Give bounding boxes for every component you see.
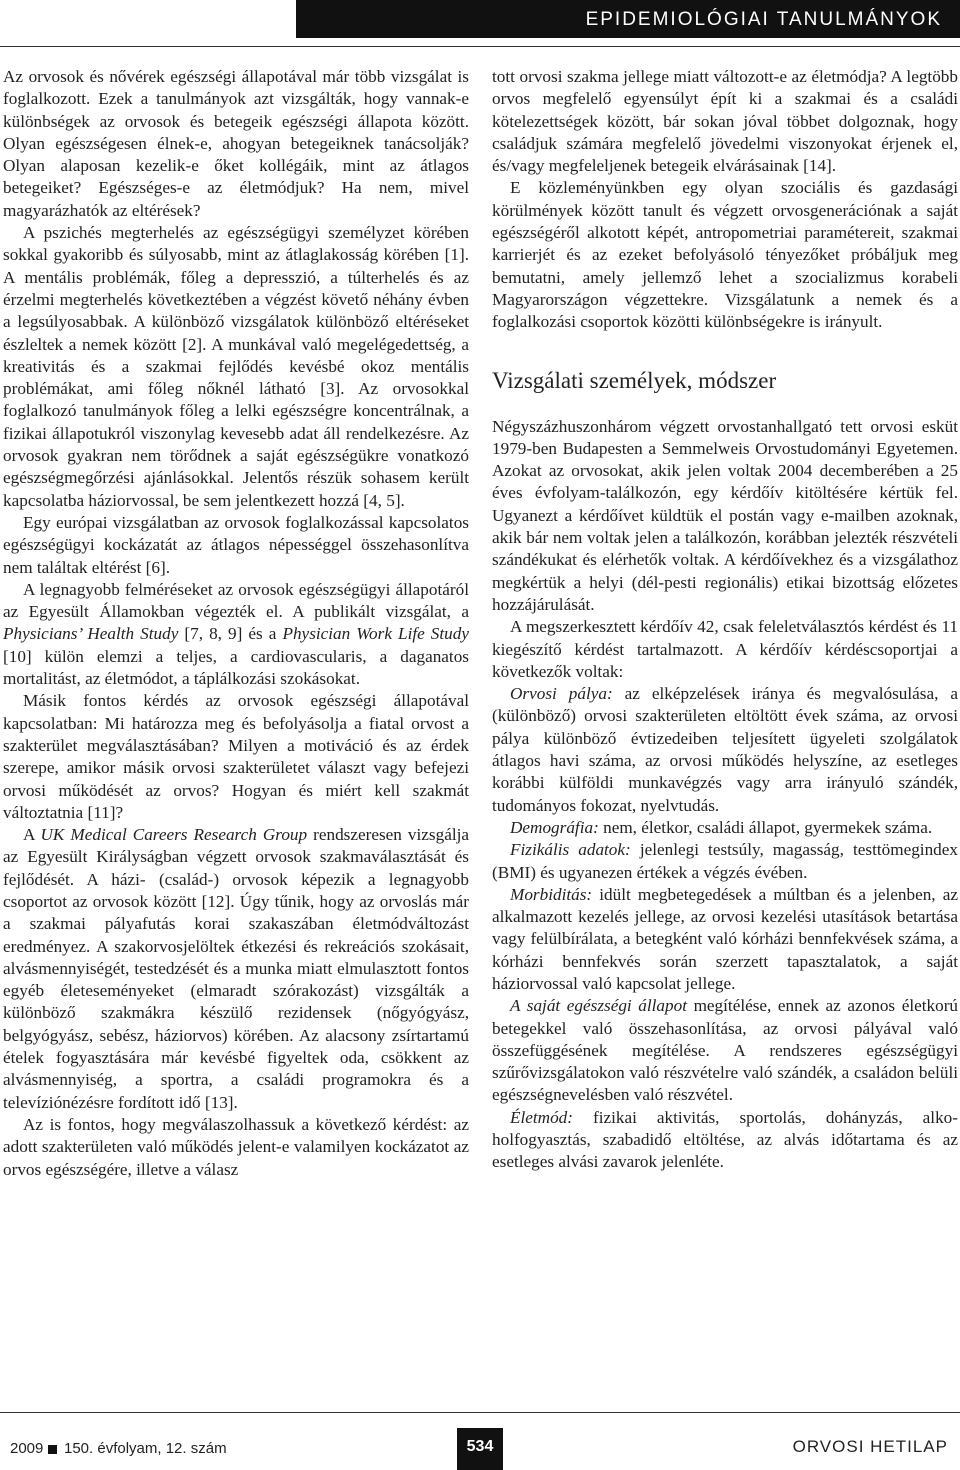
square-bullet-icon [48, 1445, 57, 1454]
text-run: idült megbetegedések a múltban és a jelenben, az alkalmazott kezelés jellege, az orvosi kezelési utasítások betartása vagy felülbírálata, a betegként való kórházi bennfekvések száma, a kórházi bennfekvés során szerzett tapasztalatok, a saját háziorvossal való kapcsolat jellege. [492, 884, 958, 993]
text-run: A [23, 825, 41, 845]
left-paragraph-1: Az orvosok és nővérek egészségi állapotával már több vizsgálat is foglalkozott. Ezek a tanulmányok azt vizsgálták, hogy vannak-e különbségek az orvosok és betegeik egészségi állapota között. Olyan egészségesen élnek-e, ahogyan betegeiknek tanácsolják? Olyan alaposan kezelik-e őket kollégáik, mint az átlagos betegeiket? Egészséges-e az életmódjuk? Ha nem, mivel magyarázhatók az eltérések? [3, 67, 469, 220]
study-name-physician-work-life: Physician Work Life Study [282, 624, 469, 644]
text-run: fizikai aktivitás, sportolás, dohányzás, alkoholfogyasztás, szabadidő eltöltése, az alvás időtartama és az esetleges alvási zavarok jelenléte. [492, 1107, 958, 1172]
text-run: az elképzelések iránya és megvalósulása, a (különböző) orvosi szakterületen eltöltött évek száma, az orvosi pálya különböző évtizedeiben teljesített ügyeleti szolgálatok átlagos havi száma, az orvosi működés helyszíne, az esetleges korábbi külföldi munkavégzés vagy arra irányuló szándék, tudományos fokozat, nyelvtudás. [492, 684, 958, 815]
footer-rule [0, 1412, 960, 1413]
text-run: jelenlegi testsúly, magasság, testtömegindex (BMI) és ugyanezen értékek a végzés évében. [492, 840, 958, 882]
section-label: EPIDEMIOLÓGIAI TANULMÁNYOK [585, 9, 942, 30]
footer-volume: 150. évfolyam, 12. szám [64, 1440, 227, 1457]
group-label: Orvosi pálya: [510, 684, 613, 704]
left-paragraph-5: Másik fontos kérdés az orvosok egészségi állapotával kapcsolatban: Mi határozza meg és befolyásolja a fiatal orvost a szakterület megválasztásában? Milyen a motiváció és az érdek szerepe, amikor másik orvosi szakterületet választ vagy befejezi orvosi működését az orvos? Hogyan és miért kell szakmát változtatnia [11]? [3, 691, 469, 822]
right-paragraph-2: E közleményünkben egy olyan szociális és gazdasági körülmények között tanult és végzett orvosgenerációnak a saját egészségéről alkotott képét, antropometriai paramétereit, szakmai karrierjét és az ezeket befolyásoló tényezőket próbáljuk meg bemutatni, amely jellemző lehet a szocializmus korabeli Magyarországon végzettekre. Vizsgálatunk a nemek és a foglalkozási csoportok közötti különbségekre is irányult. [492, 178, 958, 332]
group-label: Morbiditás: [510, 884, 593, 904]
footer-year: 2009 [10, 1440, 44, 1457]
text-run: [10] külön elemzi a teljes, a cardiovascularis, a daganatos mortalitást, az életmódot, a táplálkozási szokásokat. [3, 646, 469, 689]
left-paragraph-2: A pszichés megterhelés az egészségügyi személyzet körében sokkal gyakoribb és súlyosabb, mint az átlaglakosság körében [1]. A mentális problémák, főleg a depresszió, a túlterhelés és az érzelmi megterhelés következtében a végzést követő néhány évben a legsúlyosabbak. A különböző vizsgálatok különböző eltéréseket észleltek a nemek között [2]. A munkával való megelégedettség, a kreativitás és a szakmai fejlődés kevésbé okoz mentális problémákat, ami főleg nőknél látható [3]. Az orvosokkal foglalkozó tanulmányok főleg a lelki egészségre koncentrálnak, a fizikai állapotukról viszonylag kevesebb adat áll rendelkezésre. Az orvosok gyakran nem törődnek a saját egészségükre vonatkozó egészségmegőrzési ajánlásokkal. Jelentős részük sohasem került kapcsolatba háziorvossal, be sem jelentkezett hozzá [4, 5]. [3, 223, 469, 510]
left-column [3, 66, 469, 1181]
study-name-physicians-health: Physicians’ Health Study [3, 624, 179, 644]
left-paragraph-7: Az is fontos, hogy megválaszolhassuk a következő kérdést: az adott szakterületen való működés jelent-e valamilyen kockázatot az orvos egészségére, illetve a válasz [3, 1114, 469, 1179]
questionnaire-self-health [492, 995, 958, 1106]
group-label: Fizikális adatok: [510, 840, 631, 860]
questionnaire-morbidity [492, 884, 958, 995]
section-heading: Vizsgálati személyek, módszer [492, 367, 777, 393]
text-run: [7, 8, 9] és a [178, 624, 283, 644]
text-run: megítélése, ennek az azonos életkorú betegekkel való összehasonlítása, az orvosi pályával való összefüggésének megítélése. A rendszeres egészségügyi szűrővizsgálatokon való részvételre való szándék, a családon belüli egészségnevelésben való részvétel. [492, 996, 959, 1105]
questionnaire-physical-data [492, 839, 958, 884]
group-label: A saját egészségi állapot [510, 996, 687, 1016]
right-column [492, 66, 958, 1174]
right-paragraph-4: A megszerkesztett kérdőív 42, csak feleletválasztós kérdést és 11 kiegészítő kérdést tartalmazott. A kérdőív kérdéscsoportjai a következők voltak: [492, 617, 958, 681]
page-number: 534 [466, 1438, 494, 1455]
text-run: rendszeresen vizsgálja az Egyesült Királyságban végzett orvosok szakmaválasztását és fejlődését. A házi- (család-) orvosok képezik a legnagyobb csoportot az orvosok között [12]. Úgy tűnik, hogy az orvoslás már a szakmai pályafutás korai szakaszában életmódváltozást eredményez. A szakorvosjelöltek étkezési és rekreációs szokásait, alvásmennyiségét, testedzését és a munka miatt elmulasztott fontos egyéb életeseményeket (elmaradt szórakozást) vizsgálták a különböző szakmákra készülő rezidensek (nőgyógyász, belgyógyász, sebész, háziorvos) körében. Az alacsony zsírtartamú ételek fogyasztására már kevésbé figyeltek oda, csökkent az alvásmennyiség, a sportra, a családi programokra és a televíziónézésre fordított idő [13]. [3, 825, 469, 1112]
group-label: Életmód: [510, 1107, 574, 1127]
right-paragraph-3: Négyszázhuszonhárom végzett orvostanhallgató tett orvosi esküt 1979-ben Budapesten a Semmelweis Orvostudományi Egyetemen. Azokat az orvosokat, akik jelen voltak 2004 decemberében a 25 éves évfolyam-találkozón, egy kérdőív kitöltésére kértük fel. Ugyanezt a kérdőívet küldtük el postán vagy e-mailben azoknak, akik bár nem voltak jelen a találkozón, korábban jelezték részvételi szándékukat és elérhetők voltak. A kérdőívekhez és a vizsgálathoz megkértük a helyi (dél-pesti regionális) etikai bizottság előzetes hozzájárulását. [492, 416, 958, 614]
questionnaire-lifestyle [492, 1107, 958, 1174]
header-rule [0, 46, 960, 47]
text-run: A legnagyobb felméréseket az orvosok egészségügyi állapotáról az Egyesült Államokban végezték el. A publikált vizsgálat, a [3, 579, 469, 622]
research-group-name: UK Medical Careers Research Group [40, 825, 308, 845]
left-paragraph-4 [3, 579, 469, 690]
questionnaire-demography [492, 817, 958, 839]
left-paragraph-6 [3, 824, 469, 1114]
section-header-bar [296, 0, 960, 38]
questionnaire-career [492, 683, 958, 817]
right-paragraph-1: tott orvosi szakma jellege miatt változott-e az életmódja? A legtöbb orvos megfelelő egyensúlyt épít ki a szakmai és a családi kötelezettségek között, bár sokan jóval többet dolgoznak, hogy családjuk számára megfelelő jövedelmi viszonyokat érjenek el, és/vagy megfeleljenek betegeik elvárásainak [14]. [492, 67, 958, 176]
text-run: nem, életkor, családi állapot, gyermekek száma. [598, 817, 933, 837]
group-label: Demográfia: [510, 817, 599, 837]
left-paragraph-3: Egy európai vizsgálatban az orvosok foglalkozással kapcsolatos egészségügyi kockázatát az átlagos népességgel összehasonlítva nem találtak eltérést [6]. [3, 512, 469, 577]
journal-name: ORVOSI HETILAP [792, 1437, 948, 1456]
